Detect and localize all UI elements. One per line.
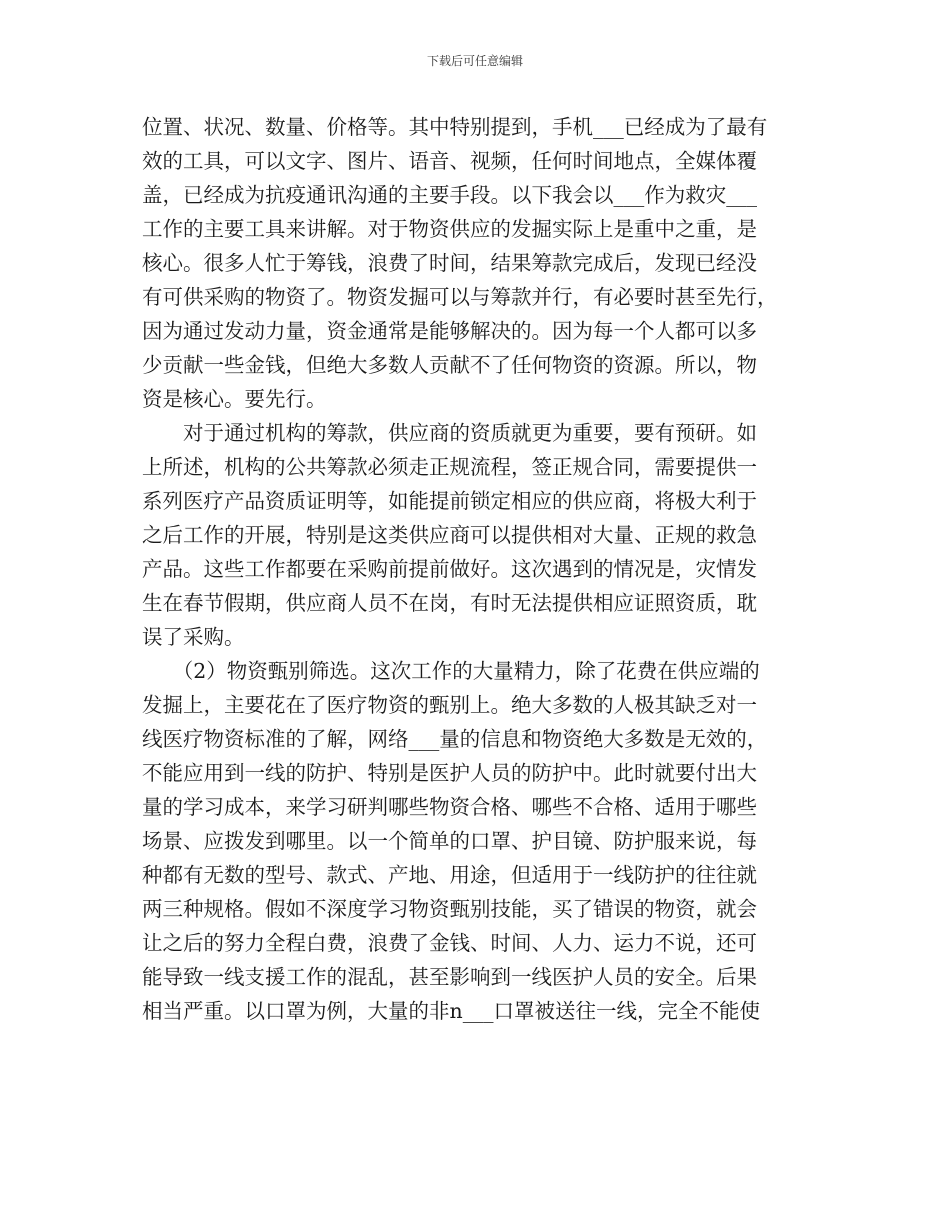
text-line: 产品。这些工作都要在采购前提前做好。这次遇到的情况是，灾情发 [142, 557, 757, 581]
text-line: 能导致一线支援工作的混乱，甚至影响到一线医护人员的安全。后果 [142, 965, 757, 989]
text-line: 资是核心。要先行。 [142, 387, 327, 411]
text-line: 对于通过机构的筹款，供应商的资质就更为重要，要有预研。如 [142, 421, 757, 445]
text-line: 发掘上，主要花在了医疗物资的甄别上。绝大多数的人极其缺乏对一 [142, 693, 757, 717]
page-header: 下载后可任意编辑 [426, 54, 523, 68]
text-line: （2）物资甄别筛选。这次工作的大量精力，除了花费在供应端的 [142, 659, 760, 683]
text-line: 误了采购。 [142, 625, 245, 649]
text-line: 工作的主要工具来讲解。对于物资供应的发掘实际上是重中之重，是 [142, 217, 757, 241]
text-line: 两三种规格。假如不深度学习物资甄别技能，买了错误的物资，就会 [142, 897, 757, 921]
text-line: 线医疗物资标准的了解，网络___量的信息和物资绝大多数是无效的， [142, 727, 768, 751]
text-line: 系列医疗产品资质证明等，如能提前锁定相应的供应商，将极大利于 [142, 489, 757, 513]
text-line: 场景、应拨发到哪里。以一个简单的口罩、护目镜、防护服来说，每 [142, 829, 757, 853]
text-line: 因为通过发动力量，资金通常是能够解决的。因为每一个人都可以多 [142, 319, 757, 343]
text-line: 相当严重。以口罩为例，大量的非n___口罩被送往一线，完全不能使 [142, 999, 760, 1023]
text-line: 生在春节假期，供应商人员不在岗，有时无法提供相应证照资质，耽 [142, 591, 757, 615]
document-body [142, 110, 808, 1028]
text-line: 量的学习成本，来学习研判哪些物资合格、哪些不合格、适用于哪些 [142, 795, 757, 819]
text-line: 位置、状况、数量、价格等。其中特别提到，手机___已经成为了最有 [142, 115, 768, 139]
text-line: 上所述，机构的公共筹款必须走正规流程，签正规合同，需要提供一 [142, 455, 757, 479]
text-line: 有可供采购的物资了。物资发掘可以与筹款并行，有必要时甚至先行， [142, 285, 778, 309]
text-line: 核心。很多人忙于筹钱，浪费了时间，结果筹款完成后，发现已经没 [142, 251, 757, 275]
text-line: 种都有无数的型号、款式、产地、用途，但适用于一线防护的往往就 [142, 863, 757, 887]
text-line: 盖，已经成为抗疫通讯沟通的主要手段。以下我会以___作为救灾___ [142, 183, 757, 207]
text-line: 效的工具，可以文字、图片、语音、视频，任何时间地点，全媒体覆 [142, 149, 757, 173]
text-line: 让之后的努力全程白费，浪费了金钱、时间、人力、运力不说，还可 [142, 931, 757, 955]
text-line: 之后工作的开展，特别是这类供应商可以提供相对大量、正规的救急 [142, 523, 757, 547]
text-line: 不能应用到一线的防护、特别是医护人员的防护中。此时就要付出大 [142, 761, 757, 785]
text-line: 少贡献一些金钱，但绝大多数人贡献不了任何物资的资源。所以，物 [142, 353, 757, 377]
